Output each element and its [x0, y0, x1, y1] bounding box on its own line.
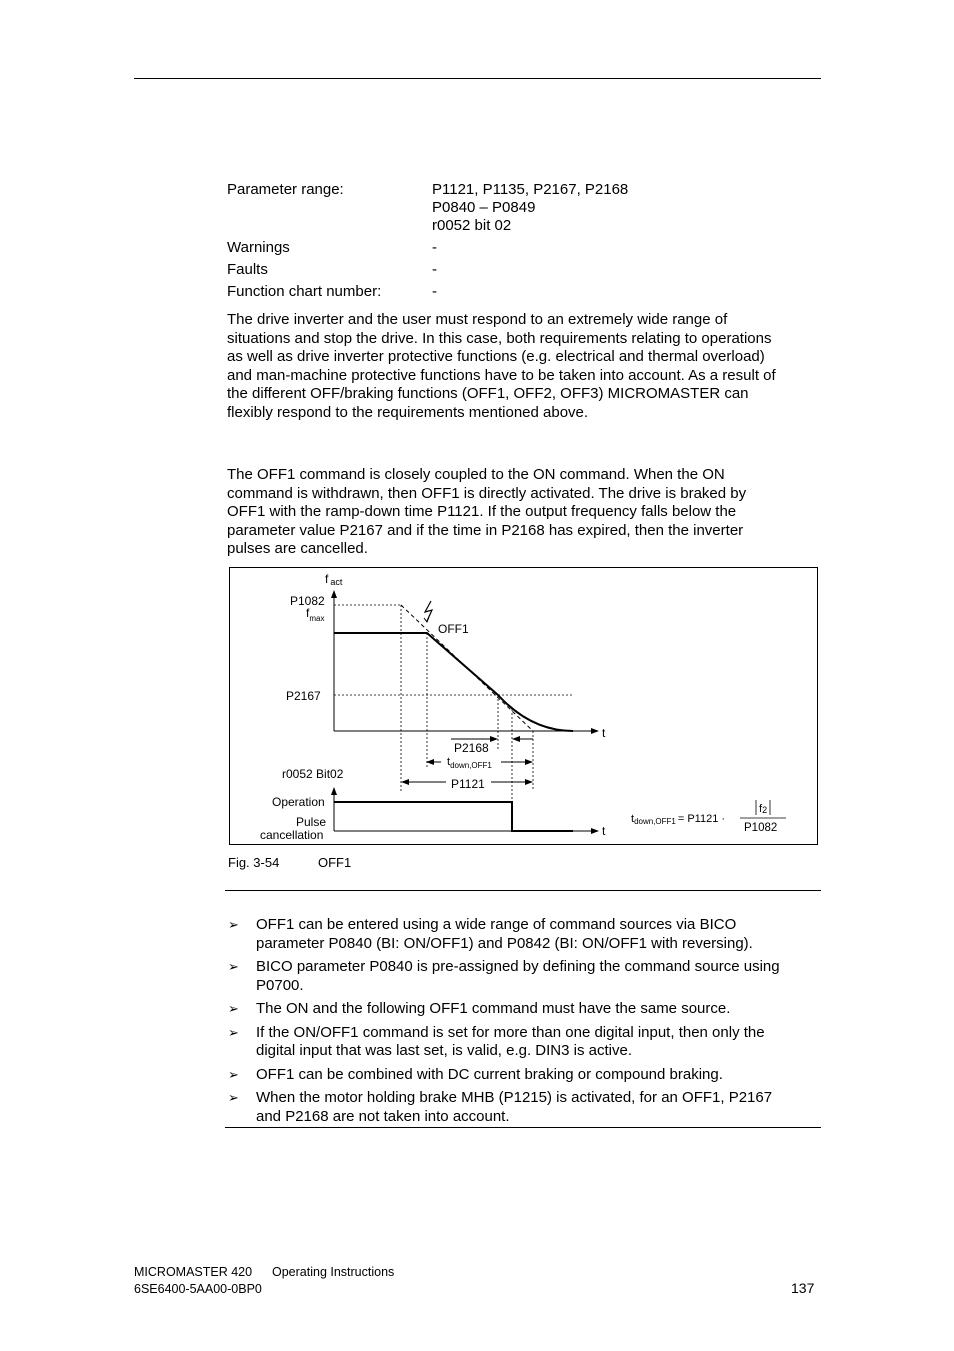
off1-label: OFF1	[438, 622, 469, 636]
t-axis-label-2: t	[602, 824, 606, 838]
intro-line: and man-machine protective functions have to be taken into account. As a result of	[227, 366, 776, 384]
list-item-line: and P2168 are not taken into account.	[256, 1107, 510, 1125]
off1-line: command is withdrawn, then OFF1 is directly activated. The drive is braked by	[227, 484, 747, 502]
list-item-line: P0700.	[256, 976, 304, 994]
list-item-line: BICO parameter P0840 is pre-assigned by defining the command source using	[256, 958, 780, 975]
warnings-label: Warnings	[227, 239, 290, 256]
page-number: 137	[791, 1280, 815, 1296]
list-item	[227, 1089, 821, 1126]
p1082-label: P1082	[290, 594, 325, 608]
intro-line: The drive inverter and the user must respond to an extremely wide range of	[227, 311, 728, 328]
faults-label: Faults	[227, 261, 268, 278]
list-item	[227, 916, 821, 953]
r0052-label: r0052 Bit02	[282, 767, 344, 781]
f-act-label: f act	[325, 572, 343, 587]
param-range-value-2: P0840 – P0849	[432, 199, 536, 216]
arrow-bullet-icon: ➢	[228, 1066, 239, 1082]
function-chart-value: -	[432, 283, 437, 300]
list-item-line: digital input that was last set, is valid, e.g. DIN3 is active.	[256, 1042, 633, 1059]
warnings-value: -	[432, 239, 437, 256]
figure-title: OFF1	[318, 855, 352, 870]
footer-order: 6SE6400-5AA00-0BP0	[134, 1282, 262, 1296]
off1-line: parameter value P2167 and if the time in P2168 has expired, then the inverter	[227, 521, 744, 539]
pulse-label: Pulse	[296, 815, 327, 829]
param-range-value-1: P1121, P1135, P2167, P2168	[432, 181, 629, 198]
footer-product: MICROMASTER 420	[134, 1265, 253, 1279]
arrow-bullet-icon: ➢	[228, 1090, 239, 1105]
p1121-label: P1121	[451, 777, 485, 791]
off1-line: OFF1 with the ramp-down time P1121. If the output frequency falls below the	[227, 503, 737, 520]
formula-denominator: P1082	[744, 822, 778, 834]
off1-line: pulses are cancelled.	[227, 540, 368, 557]
header-rule	[134, 78, 821, 79]
footer-doc: Operating Instructions	[272, 1265, 395, 1279]
arrow-bullet-icon: ➢	[228, 1001, 239, 1016]
p2167-label: P2167	[286, 689, 321, 703]
off1-paragraph	[227, 466, 822, 559]
off1-diagram	[230, 568, 817, 844]
notes-list	[227, 916, 821, 1131]
cancellation-label: cancellation	[260, 828, 324, 842]
list-item-line: parameter P0840 (BI: ON/OFF1) and P0842 (BI: ON/OFF1 with reversing).	[256, 934, 753, 952]
list-end-rule	[225, 1127, 821, 1128]
section-rule	[225, 890, 821, 891]
list-item	[227, 958, 821, 995]
pulse-signal	[334, 802, 573, 831]
intro-paragraph	[227, 311, 822, 422]
off1-figure	[229, 567, 818, 845]
intro-line: situations and stop the drive. In this case, both requirements relating to operations	[227, 329, 772, 347]
formula-lhs: tdown,OFF1 = P1121 ·	[631, 813, 726, 826]
list-item-line: OFF1 can be combined with DC current braking or compound braking.	[256, 1065, 723, 1083]
t-axis-label: t	[602, 726, 606, 740]
figure-number: Fig. 3-54	[228, 855, 280, 870]
intro-line: flexibly respond to the requirements mentioned above.	[227, 403, 589, 421]
list-item-line: If the ON/OFF1 command is set for more than one digital input, then only the	[256, 1023, 765, 1041]
formula-numerator: f2	[759, 803, 768, 815]
intro-line: the different OFF/braking functions (OFF1, OFF2, OFF3) MICROMASTER can	[227, 385, 749, 402]
p2168-label: P2168	[454, 741, 489, 755]
off1-line: The OFF1 command is closely coupled to the ON command. When the ON	[227, 466, 725, 483]
faults-value: -	[432, 261, 437, 278]
tdown-label: $t_{down,OFF1}$	[447, 756, 492, 770]
operation-label: Operation	[272, 795, 325, 809]
list-item-line: OFF1 can be entered using a wide range of command sources via BICO	[256, 916, 737, 933]
list-item	[227, 1066, 821, 1085]
list-item	[227, 1024, 821, 1061]
function-chart-label: Function chart number:	[227, 283, 382, 300]
list-item-line: The ON and the following OFF1 command must have the same source.	[256, 1000, 731, 1017]
param-range-value-3: r0052 bit 02	[432, 217, 512, 234]
param-range-label: Parameter range:	[227, 181, 344, 198]
intro-line: as well as drive inverter protective functions (e.g. electrical and thermal overload)	[227, 348, 765, 365]
list-item-line: When the motor holding brake MHB (P1215) is activated, for an OFF1, P2167	[256, 1089, 773, 1106]
arrow-bullet-icon: ➢	[228, 917, 239, 932]
arrow-bullet-icon: ➢	[228, 959, 239, 974]
arrow-bullet-icon: ➢	[228, 1024, 239, 1040]
list-item	[227, 1000, 821, 1019]
fmax-label: $f_{max}$	[306, 606, 325, 623]
frequency-curve	[334, 633, 573, 731]
